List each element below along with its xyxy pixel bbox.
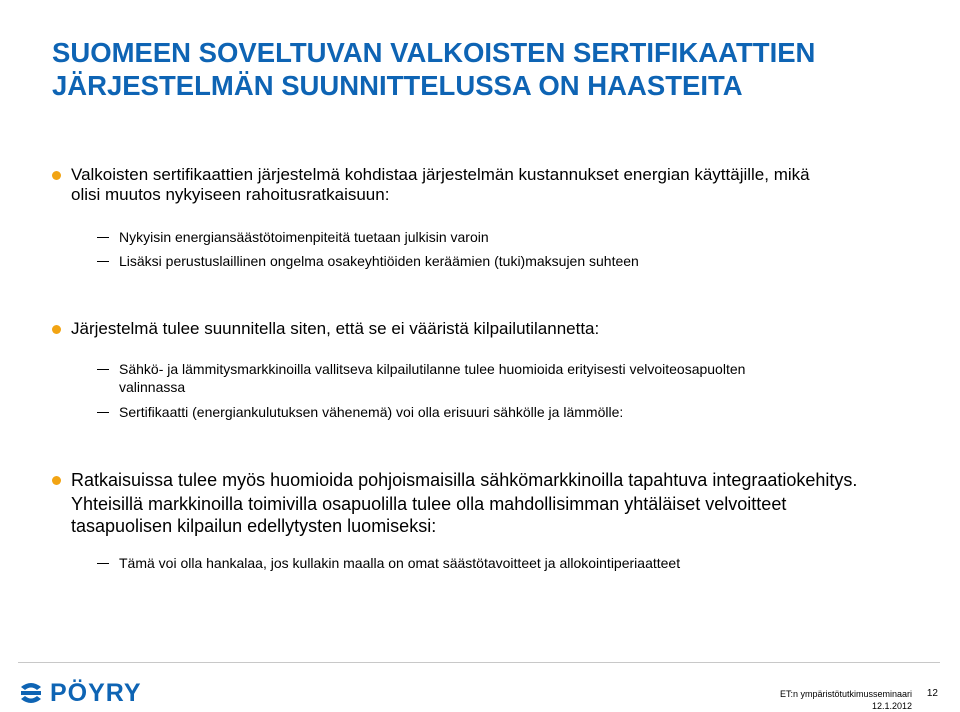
sub-item-text: Nykyisin energiansäästötoimenpiteitä tuetaan julkisin varoin [119, 229, 489, 245]
bullet-3-text-line-3: tasapuolisen kilpailun edellytysten luomiseksi: [71, 516, 437, 536]
bullet-2-text: Järjestelmä tulee suunnitella siten, että se ei vääristä kilpailutilannetta: [71, 319, 600, 338]
sub-item-text: Sertifikaatti (energiankulutuksen vähenemä) voi olla erisuuri sähkölle ja lämmölle: [119, 404, 624, 420]
bullet-dot-icon [52, 325, 61, 334]
logo-wordmark: PÖYRY [50, 678, 142, 707]
bullet-item-2 [52, 319, 941, 339]
sub-item-text-line-2: valinnassa [119, 379, 186, 395]
title-line-1: SUOMEEN SOVELTUVAN VALKOISTEN SERTIFIKAATTIEN [52, 37, 816, 68]
dash-icon [97, 369, 109, 370]
footer-meta [780, 688, 912, 712]
dash-icon [97, 261, 109, 262]
dash-icon [97, 237, 109, 238]
sub-item-3-1 [97, 554, 899, 572]
bullet-dot-icon [52, 476, 61, 485]
sub-item-2-1 [97, 360, 899, 396]
bullet-item-3 [52, 469, 951, 491]
page-number: 12 [926, 688, 938, 699]
footer-date: 12.1.2012 [871, 701, 912, 711]
bullet-dot-icon [52, 171, 61, 180]
sub-item-1-2 [97, 252, 899, 270]
title-line-2: JÄRJESTELMÄN SUUNNITTELUSSA ON HAASTEITA [52, 70, 743, 101]
sub-item-text: Tämä voi olla hankalaa, jos kullakin maalla on omat säästötavoitteet ja allokointiperiaatteet [119, 555, 681, 571]
sub-item-1-1 [97, 228, 899, 246]
sub-item-text-line-1: Sähkö- ja lämmitysmarkkinoilla vallitseva kilpailutilanne tulee huomioida erityisesti velvoiteosapuolten [119, 361, 746, 377]
poyry-logo [18, 678, 142, 708]
bullet-item-1 [52, 165, 941, 205]
footer-event: ET:n ympäristötutkimusseminaari [779, 689, 912, 699]
sub-item-text: Lisäksi perustuslaillinen ongelma osakeyhtiöiden keräämien (tuki)maksujen suhteen [119, 253, 639, 269]
bullet-3-text-line-1: Ratkaisuissa tulee myös huomioida pohjoismaisilla sähkömarkkinoilla tapahtuva integraatiokehitys. [71, 470, 858, 490]
bullet-1-text-line-2: olisi muutos nykyiseen rahoitusratkaisuun: [71, 185, 390, 204]
sub-item-2-2 [97, 403, 899, 421]
bullet-1-text-line-1: Valkoisten sertifikaattien järjestelmä kohdistaa järjestelmän kustannukset energian käyttäjille, mikä [71, 165, 810, 184]
footer-divider [18, 662, 940, 663]
bullet-3-text-line-2: Yhteisillä markkinoilla toimivilla osapuolilla tulee olla mahdollisimman yhtäläiset velvoitteet [71, 494, 787, 514]
dash-icon [97, 412, 109, 413]
poyry-logo-icon [18, 680, 44, 706]
slide-title [52, 36, 912, 102]
dash-icon [97, 563, 109, 564]
bullet-3-continuation [52, 493, 951, 537]
